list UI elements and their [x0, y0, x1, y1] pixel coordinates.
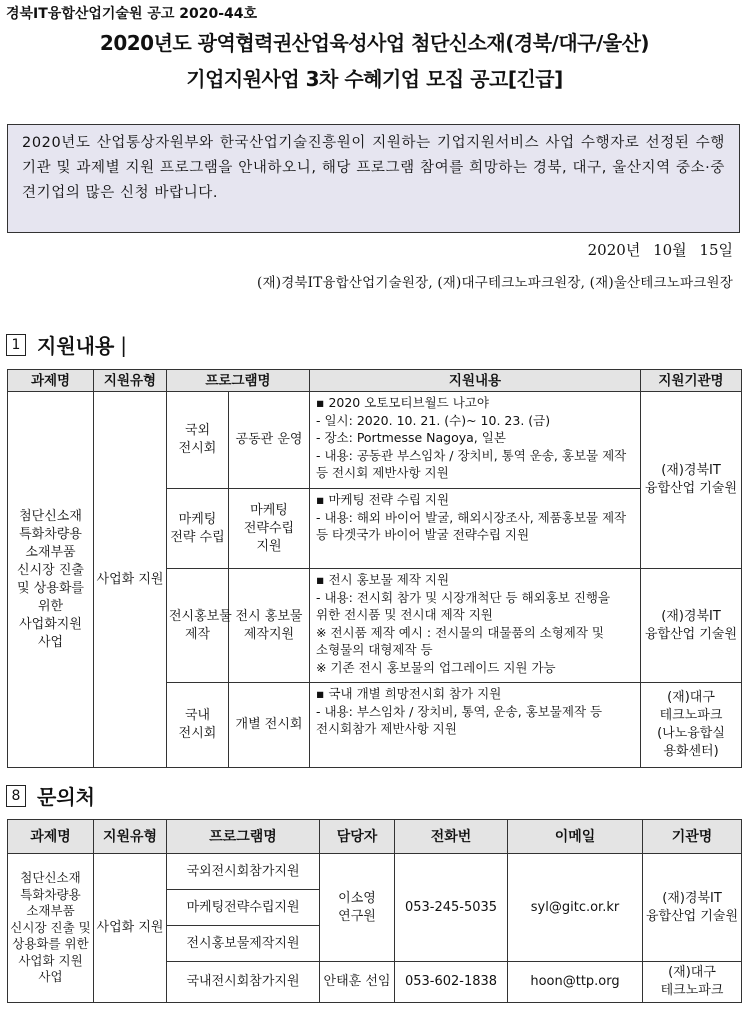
program-name: 마케팅전략수립지원 [167, 890, 320, 926]
section-1-heading [6, 330, 127, 359]
table-header-row [8, 370, 742, 392]
program-name: 마케팅 전략수립 지원 [229, 489, 310, 569]
support-type-cell: 사업화 지원 [94, 392, 167, 768]
agency-cell: (재)경북IT 융합산업 기술원 [641, 569, 742, 683]
section-title-bar: | [120, 332, 128, 357]
title-line-2: 기업지원사업 3차 수혜기업 모집 공고[긴급] [186, 67, 563, 91]
col-header-person: 담당자 [320, 820, 395, 854]
program-name: 전시 홍보물 제작지원 [229, 569, 310, 683]
col-header-agency: 지원기관명 [641, 370, 742, 392]
col-header-content: 지원내용 [310, 370, 641, 392]
agency-cell: (재)경북IT 융합산업 기술원 [641, 392, 742, 569]
program-category: 전시홍보물 제작 [167, 569, 229, 683]
contact-agency: (재)대구 테크노파크 [643, 962, 742, 1003]
program-category: 마케팅 전략 수립 [167, 489, 229, 569]
announcement-date: 2020년 10월 15일 [587, 241, 733, 259]
support-content: ▪ 2020 오토모티브월드 나고야 - 일시: 2020. 10. 21. (수)~ 10. 23. (금) - 장소: Portmesse Nagoya, 일본 - 내용: 공동관 부스임차 / 장치비, 통역 운송, 홍보물 제작 등 전시회 제반사항 지원 [310, 392, 641, 489]
support-content: ▪ 전시 홍보물 제작 지원 - 내용: 전시회 참가 및 시장개척단 등 해외홍보 진행을 위한 전시품 및 전시대 제작 지원 ※ 전시품 제작 예시 : 전시물의 대물품의 소형제작 및 소형물의 대형제작 등 ※ 기존 전시 홍보물의 업그레이드 지원 가능 [310, 569, 641, 683]
document-number: 경북IT융합산업기술원 공고 2020-44호 [6, 6, 258, 22]
col-header-type: 지원유형 [94, 370, 167, 392]
contact-agency: (재)경북IT 융합산업 기술원 [643, 854, 742, 962]
table-row [8, 854, 742, 890]
program-name: 개별 전시회 [229, 683, 310, 768]
contact-phone: 053-245-5035 [395, 854, 508, 962]
program-name: 전시홍보물제작지원 [167, 926, 320, 962]
program-name: 국내전시회참가지원 [167, 962, 320, 1003]
program-name: 공동관 운영 [229, 392, 310, 489]
section-8-heading [6, 781, 95, 810]
support-content-table [7, 369, 742, 768]
contact-person: 이소영 연구원 [320, 854, 395, 962]
title-line-1: 2020년도 광역협력권산업육성사업 첨단신소재(경북/대구/울산) [99, 31, 650, 55]
section-number-box: 8 [6, 785, 26, 807]
col-header-email: 이메일 [508, 820, 643, 854]
section-title: 지원내용 [37, 334, 115, 358]
contact-email[interactable]: syl@gitc.or.kr [508, 854, 643, 962]
col-header-phone: 전화번 [395, 820, 508, 854]
support-content: ▪ 마케팅 전략 수립 지원 - 내용: 해외 바이어 발굴, 해외시장조사, 제품홍보물 제작 등 타겟국가 바이어 발굴 전략수립 지원 [310, 489, 641, 569]
table-header-row [8, 820, 742, 854]
support-content: ▪ 국내 개별 희망전시회 참가 지원 - 내용: 부스임차 / 장치비, 통역, 운송, 홍보물제작 등 전시회참가 제반사항 지원 [310, 683, 641, 768]
program-category: 국외 전시회 [167, 392, 229, 489]
agency-cell: (재)대구 테크노파크 (나노융합실 용화센터) [641, 683, 742, 768]
program-category: 국내 전시회 [167, 683, 229, 768]
col-header-program: 프로그램명 [167, 820, 320, 854]
program-name: 국외전시회참가지원 [167, 854, 320, 890]
col-header-task: 과제명 [8, 820, 94, 854]
support-type-cell: 사업화 지원 [94, 854, 167, 1003]
task-name-cell: 첨단신소재 특화차량용 소재부품 신시장 진출 및 상용화를 위한 사업화 지원 사업 [8, 854, 94, 1003]
col-header-task: 과제명 [8, 370, 94, 392]
summary-box: 2020년도 산업통상자원부와 한국산업기술진흥원이 지원하는 기업지원서비스 사업 수행자로 선정된 수행기관 및 과제별 지원 프로그램을 안내하오니, 해당 프로그램 참여를 희망하는 경북, 대구, 울산지역 중소·중견기업의 많은 신청 바랍니다. [7, 124, 740, 233]
col-header-agency: 기관명 [643, 820, 742, 854]
col-header-type: 지원유형 [94, 820, 167, 854]
issuing-organizations: (재)경북IT융합산업기술원장, (재)대구테크노파크원장, (재)울산테크노파크원장 [257, 275, 733, 291]
contact-phone: 053-602-1838 [395, 962, 508, 1003]
section-title: 문의처 [37, 785, 95, 809]
contact-email[interactable]: hoon@ttp.org [508, 962, 643, 1003]
table-row [8, 392, 742, 489]
task-name-cell: 첨단신소재 특화차량용 소재부품 신시장 진출 및 상용화를 위한 사업화지원 사업 [8, 392, 94, 768]
contact-person: 안태훈 선임 [320, 962, 395, 1003]
col-header-program: 프로그램명 [167, 370, 310, 392]
section-number-box: 1 [6, 334, 26, 356]
contact-table [7, 819, 742, 1003]
